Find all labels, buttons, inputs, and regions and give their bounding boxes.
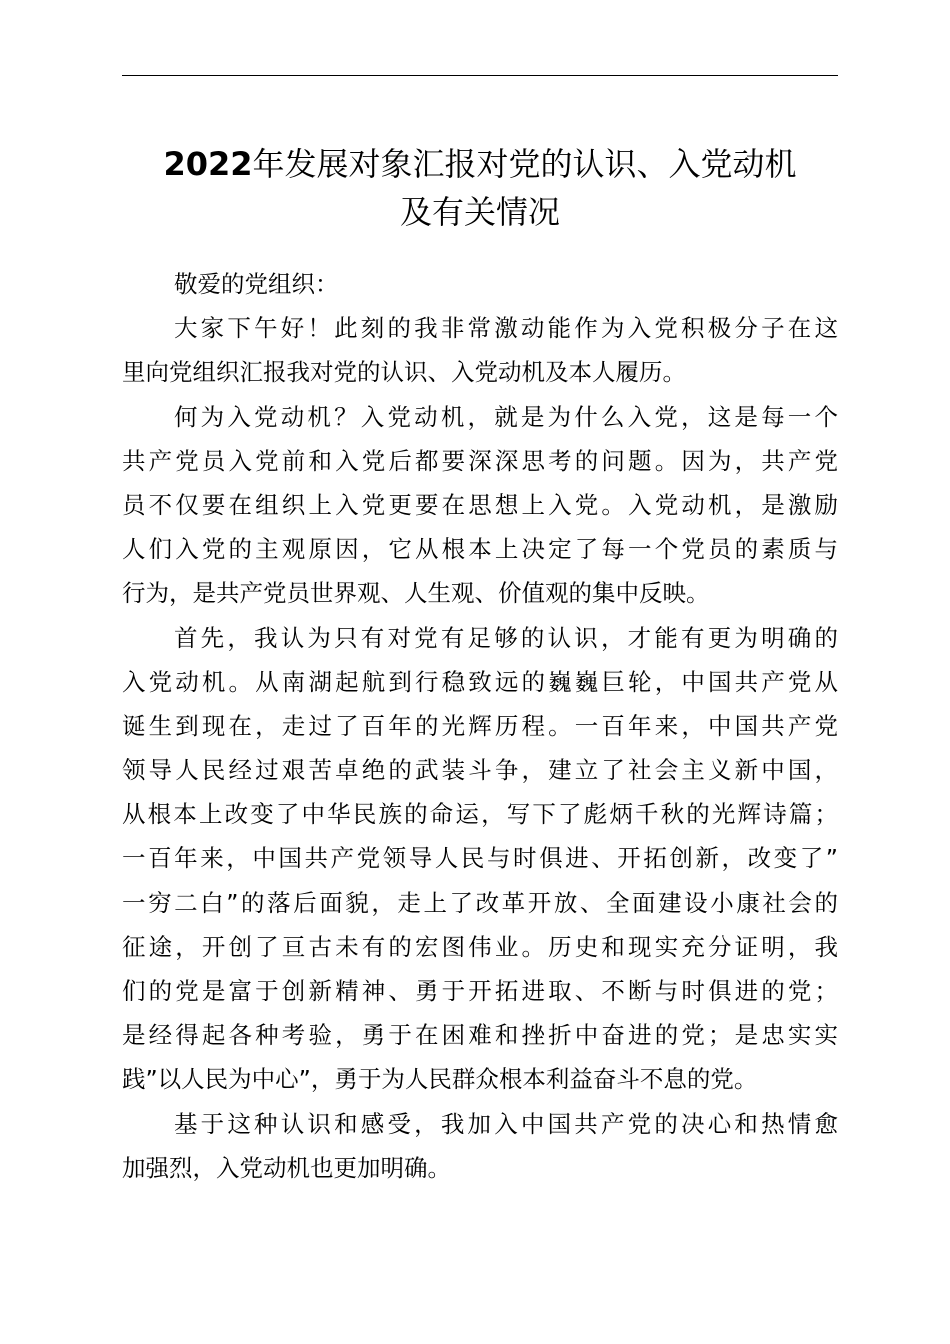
paragraph-salutation <box>122 262 838 306</box>
paragraph-line: 从根本上改变了中华民族的命运，写下了彪炳千秋的光辉诗篇； <box>122 800 838 829</box>
paragraph-line: 共产党员入党前和入党后都要深深思考的问题。因为，共产党 <box>122 446 838 475</box>
paragraph-line: 基于这种认识和感受，我加入中国共产党的决心和热情愈 <box>174 1109 838 1138</box>
paragraph-line: 领导人民经过艰苦卓绝的武装斗争，建立了社会主义新中国， <box>122 756 838 785</box>
paragraph-line: 敬爱的党组织： <box>174 270 339 298</box>
paragraph-line: 入党动机。从南湖起航到行稳致远的巍巍巨轮，中国共产党从 <box>122 667 838 696</box>
paragraph-line: 里向党组织汇报我对党的认识、入党动机及本人履历。 <box>122 358 686 387</box>
paragraph-line: 行为，是共产党员世界观、人生观、价值观的集中反映。 <box>122 579 710 608</box>
paragraph-opening <box>122 306 838 394</box>
paragraph-line: 践”以人民为中心”，勇于为人民群众根本利益奋斗不息的党。 <box>122 1065 758 1094</box>
document-body <box>122 262 838 1190</box>
paragraph-line: 是经得起各种考验，勇于在困难和挫折中奋进的党；是忠实实 <box>122 1021 838 1050</box>
paragraph-line: 们的党是富于创新精神、勇于开拓进取、不断与时俱进的党； <box>122 977 838 1005</box>
title-line-2: 及有关情况 <box>399 193 560 231</box>
paragraph-line: 员不仅要在组织上入党更要在思想上入党。入党动机，是激励 <box>122 490 838 519</box>
paragraph-line: 一百年来，中国共产党领导人民与时俱进、开拓创新，改变了” <box>122 844 838 873</box>
paragraph-line: 诞生到现在，走过了百年的光辉历程。一百年来，中国共产党 <box>122 711 838 740</box>
paragraph-line: 征途，开创了亘古未有的宏图伟业。历史和现实充分证明，我 <box>122 932 838 961</box>
header-rule <box>122 75 838 76</box>
title-year: 2022 <box>163 145 253 183</box>
title-line-1-text: 年发展对象汇报对党的认识、入党动机 <box>252 145 797 183</box>
paragraph-line: 首先，我认为只有对党有足够的认识，才能有更为明确的 <box>174 623 838 652</box>
paragraph-conclusion <box>122 1102 838 1190</box>
paragraph-line: 何为入党动机？入党动机，就是为什么入党，这是每一个 <box>174 402 838 431</box>
paragraph-line: 加强烈，入党动机也更加明确。 <box>122 1153 451 1182</box>
paragraph-motive-definition <box>122 395 838 616</box>
paragraph-line: 人们入党的主观原因，它从根本上决定了每一个党员的素质与 <box>122 535 838 564</box>
paragraph-line: 大家下午好！此刻的我非常激动能作为入党积极分子在这 <box>174 314 838 343</box>
paragraph-understanding <box>122 616 838 1102</box>
paragraph-line: 一穷二白”的落后面貌，走上了改革开放、全面建设小康社会的 <box>122 888 838 917</box>
document-title <box>100 140 860 236</box>
title-line-1 <box>100 140 860 188</box>
